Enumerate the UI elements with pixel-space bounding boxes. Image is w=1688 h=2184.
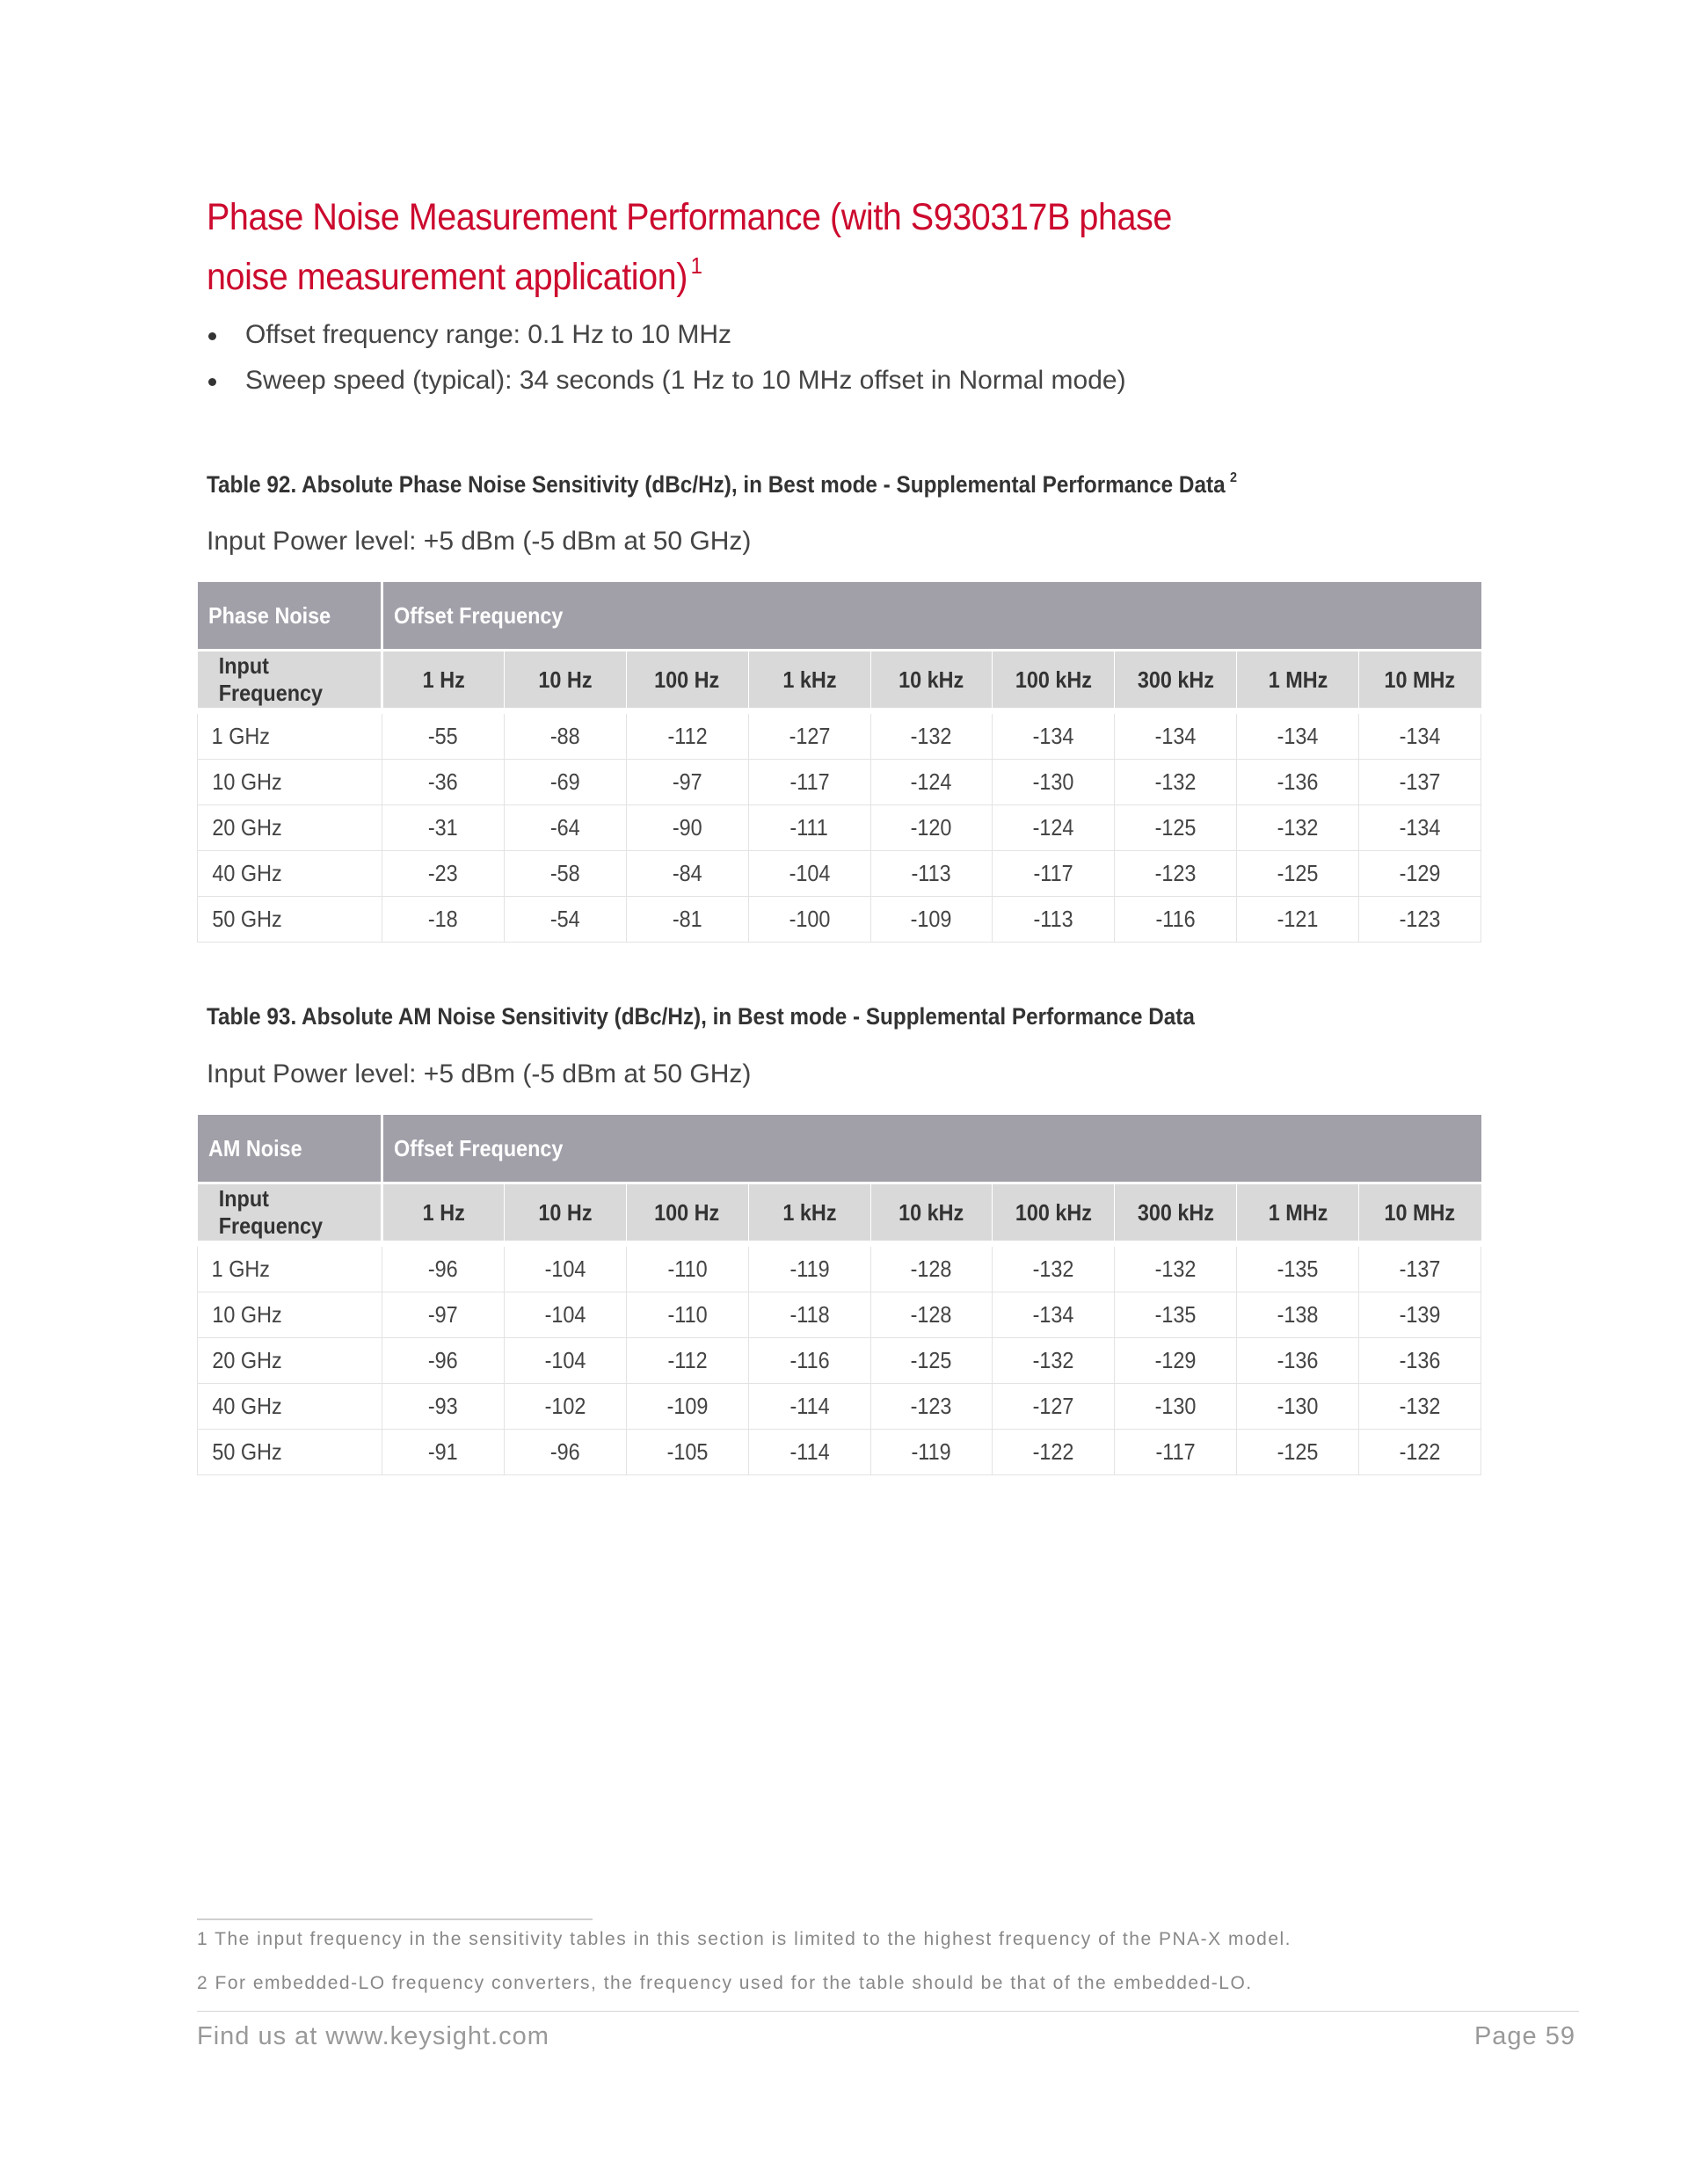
bullet-sweep-speed: Sweep speed (typical): 34 seconds (1 Hz to 10 MHz offset in Normal mode) <box>207 358 1126 404</box>
column-header <box>504 1183 626 1244</box>
page-title-text: Phase Noise Measurement Performance (with S930317B phase noise measurement application) <box>207 196 1172 298</box>
input-frequency-header-text: Input Frequency <box>218 1185 323 1239</box>
table-cell-value: -134 <box>1032 723 1074 749</box>
table-cell <box>382 1430 505 1475</box>
table-cell <box>1237 1384 1359 1430</box>
table-row <box>198 1338 1481 1384</box>
input-frequency-header <box>198 651 382 711</box>
table-cell-value: -138 <box>1277 1301 1319 1328</box>
table-cell <box>1237 711 1359 760</box>
table-cell-value: -81 <box>672 906 702 932</box>
row-input-frequency-text: 1 GHz <box>211 723 271 749</box>
table-cell-value: -125 <box>911 1347 952 1373</box>
column-header-text: 100 kHz <box>1015 1198 1092 1226</box>
table-cell-value: -132 <box>1032 1256 1074 1282</box>
table-cell-value: -125 <box>1277 860 1319 886</box>
table-cell-value: -64 <box>549 814 580 841</box>
table-cell <box>382 1338 505 1384</box>
offset-frequency-group-header <box>382 582 1481 651</box>
column-header <box>993 651 1115 711</box>
table-92-caption-text: Table 92. Absolute Phase Noise Sensitivity (dBc/Hz), in Best mode - Supplemental Performance Data <box>207 471 1226 498</box>
table-cell-value: -135 <box>1154 1301 1197 1328</box>
table-cell-value: -118 <box>789 1301 830 1328</box>
table-92-caption-footnote: 2 <box>1229 470 1238 485</box>
table-cell <box>1115 711 1237 760</box>
table-cell-value: -97 <box>428 1301 458 1328</box>
row-input-frequency <box>198 760 382 805</box>
column-header-text: 100 kHz <box>1015 666 1092 693</box>
column-header <box>382 651 505 711</box>
table-cell-value: -127 <box>789 723 830 749</box>
row-input-frequency <box>198 1292 382 1338</box>
table-group-header-row <box>198 582 1481 651</box>
table-cell-value: -134 <box>1032 1301 1074 1328</box>
corner-label-text: AM Noise <box>207 1134 302 1161</box>
table-cell-value: -116 <box>789 1347 830 1373</box>
column-header-text: 10 MHz <box>1384 666 1456 693</box>
table-row <box>198 1244 1481 1292</box>
table-cell <box>626 760 748 805</box>
row-input-frequency-text: 20 GHz <box>212 814 282 841</box>
table-column-header-row <box>198 1183 1481 1244</box>
table-cell <box>993 1384 1115 1430</box>
footnote-2: 2 For embedded-LO frequency converters, the frequency used for the table should be that of the embedded-LO. <box>197 1973 1253 1993</box>
table-group-header-row <box>198 1115 1481 1183</box>
table-cell-value: -132 <box>1154 1256 1197 1282</box>
table-cell <box>504 1430 626 1475</box>
table-cell <box>626 1338 748 1384</box>
table-cell <box>382 1292 505 1338</box>
table-cell <box>626 1244 748 1292</box>
table-cell <box>382 760 505 805</box>
column-header <box>1359 1183 1481 1244</box>
table-cell-value: -58 <box>549 860 580 886</box>
footnote-1: 1 The input frequency in the sensitivity tables in this section is limited to the highest frequency of the PNA-X model. <box>197 1929 1292 1949</box>
table-cell-value: -130 <box>1154 1393 1197 1419</box>
table-cell-value: -132 <box>1154 768 1197 795</box>
row-input-frequency <box>198 1430 382 1475</box>
table-cell <box>504 897 626 943</box>
offset-frequency-group-header <box>382 1115 1481 1183</box>
table-cell <box>870 711 993 760</box>
table-cell-value: -110 <box>667 1301 708 1328</box>
page-title <box>207 193 1258 302</box>
table-cell-value: -123 <box>911 1393 952 1419</box>
table-cell <box>382 1244 505 1292</box>
footnote-divider <box>197 1918 593 1920</box>
column-header-text: 1 MHz <box>1268 1198 1328 1226</box>
table-cell <box>870 760 993 805</box>
table-cell-value: -102 <box>544 1393 586 1419</box>
table-cell-value: -112 <box>667 723 708 749</box>
table-cell <box>993 851 1115 897</box>
table-cell-value: -113 <box>1033 906 1073 932</box>
table-cell-value: -128 <box>911 1256 952 1282</box>
row-input-frequency-text: 1 GHz <box>211 1256 271 1282</box>
table-cell <box>1237 805 1359 851</box>
table-cell <box>382 711 505 760</box>
table-cell <box>870 1430 993 1475</box>
table-cell <box>1115 1338 1237 1384</box>
spec-bullet-list <box>207 312 1126 404</box>
table-cell-value: -122 <box>1399 1438 1441 1465</box>
table-cell <box>382 897 505 943</box>
row-input-frequency-text: 20 GHz <box>212 1347 282 1373</box>
table-row <box>198 1292 1481 1338</box>
table-cell-value: -122 <box>1032 1438 1074 1465</box>
table-cell <box>993 1244 1115 1292</box>
table-cell <box>1359 1338 1481 1384</box>
table-cell <box>504 760 626 805</box>
table-cell <box>1115 1430 1237 1475</box>
table-cell-value: -132 <box>1277 814 1319 841</box>
table-cell-value: -129 <box>1154 1347 1197 1373</box>
group-label-text: Offset Frequency <box>394 1134 564 1161</box>
table-cell <box>1237 897 1359 943</box>
input-frequency-header <box>198 1183 382 1244</box>
table-cell-value: -96 <box>428 1256 458 1282</box>
table-column-header-row <box>198 651 1481 711</box>
table-cell-value: -117 <box>1033 860 1073 886</box>
table-cell-value: -132 <box>1032 1347 1074 1373</box>
table-cell-value: -114 <box>789 1438 830 1465</box>
table-cell <box>1115 897 1237 943</box>
table-cell-value: -23 <box>428 860 458 886</box>
table-cell-value: -136 <box>1277 1347 1319 1373</box>
table-cell-value: -123 <box>1399 906 1441 932</box>
table-cell <box>504 1292 626 1338</box>
table-cell <box>748 1430 870 1475</box>
column-header <box>748 1183 870 1244</box>
column-header-text: 10 MHz <box>1384 1198 1456 1226</box>
table-cell <box>1115 1384 1237 1430</box>
table-cell <box>748 1338 870 1384</box>
table-cell <box>993 1338 1115 1384</box>
table-cell-value: -135 <box>1277 1256 1319 1282</box>
table-corner-label <box>198 582 382 651</box>
table-cell <box>626 1292 748 1338</box>
table-cell-value: -104 <box>789 860 830 886</box>
table-cell-value: -139 <box>1399 1301 1441 1328</box>
column-header-text: 300 kHz <box>1137 1198 1214 1226</box>
table-row <box>198 897 1481 943</box>
column-header <box>382 1183 505 1244</box>
table-cell-value: -109 <box>666 1393 709 1419</box>
row-input-frequency <box>198 1244 382 1292</box>
table-cell <box>504 1244 626 1292</box>
table-cell-value: -132 <box>1399 1393 1441 1419</box>
row-input-frequency <box>198 851 382 897</box>
column-header <box>1359 651 1481 711</box>
table-cell <box>504 1338 626 1384</box>
column-header-text: 10 kHz <box>899 666 964 693</box>
table-cell-value: -134 <box>1399 723 1441 749</box>
column-header-text: 300 kHz <box>1137 666 1214 693</box>
table-cell <box>382 1384 505 1430</box>
table-cell <box>382 805 505 851</box>
column-header <box>993 1183 1115 1244</box>
column-header-text: 1 Hz <box>422 666 465 693</box>
bullet-offset-range: Offset frequency range: 0.1 Hz to 10 MHz <box>207 312 1126 358</box>
column-header-text: 100 Hz <box>654 1198 720 1226</box>
table-cell <box>1359 805 1481 851</box>
row-input-frequency <box>198 805 382 851</box>
table-cell-value: -136 <box>1277 768 1319 795</box>
table-cell-value: -104 <box>544 1347 586 1373</box>
table-cell <box>1115 805 1237 851</box>
table-cell-value: -112 <box>667 1347 708 1373</box>
table-cell-value: -110 <box>667 1256 708 1282</box>
table-cell-value: -137 <box>1399 768 1441 795</box>
row-input-frequency-text: 50 GHz <box>212 1438 282 1465</box>
table-cell-value: -123 <box>1154 860 1197 886</box>
table-cell-value: -69 <box>549 768 580 795</box>
table-cell-value: -117 <box>1155 1438 1196 1465</box>
table-cell-value: -119 <box>789 1256 830 1282</box>
table-cell-value: -117 <box>789 768 830 795</box>
table-cell <box>1237 1292 1359 1338</box>
table-cell-value: -84 <box>672 860 702 886</box>
table-cell-value: -121 <box>1277 906 1319 932</box>
table-cell <box>504 711 626 760</box>
table-cell-value: -97 <box>672 768 702 795</box>
table-cell-value: -18 <box>428 906 458 932</box>
table-cell <box>993 897 1115 943</box>
am-noise-table <box>197 1115 1481 1475</box>
table-cell <box>870 1384 993 1430</box>
table-cell-value: -31 <box>428 814 458 841</box>
table-cell <box>870 897 993 943</box>
table-cell-value: -111 <box>789 814 829 841</box>
table-cell <box>748 1384 870 1430</box>
column-header-text: 1 Hz <box>422 1198 465 1226</box>
table-93-caption <box>207 1002 1199 1030</box>
footer-website: Find us at www.keysight.com <box>197 2022 549 2050</box>
table-cell <box>1237 760 1359 805</box>
footer-divider <box>197 2011 1579 2012</box>
table-92-power-level: Input Power level: +5 dBm (-5 dBm at 50 GHz) <box>207 527 752 556</box>
table-cell <box>748 805 870 851</box>
corner-label-text: Phase Noise <box>207 601 331 629</box>
table-cell <box>748 760 870 805</box>
table-cell-value: -137 <box>1399 1256 1441 1282</box>
table-cell <box>993 711 1115 760</box>
table-cell <box>870 1338 993 1384</box>
table-cell <box>626 1430 748 1475</box>
table-93-power-level: Input Power level: +5 dBm (-5 dBm at 50 GHz) <box>207 1059 752 1088</box>
column-header-text: 1 kHz <box>782 1198 837 1226</box>
table-cell-value: -113 <box>911 860 951 886</box>
column-header-text: 10 Hz <box>538 1198 593 1226</box>
table-cell-value: -55 <box>428 723 458 749</box>
table-cell <box>1115 1244 1237 1292</box>
table-cell-value: -88 <box>549 723 580 749</box>
table-cell-value: -125 <box>1154 814 1197 841</box>
row-input-frequency-text: 10 GHz <box>212 1301 282 1328</box>
table-cell-value: -96 <box>549 1438 580 1465</box>
table-row <box>198 851 1481 897</box>
table-cell-value: -125 <box>1277 1438 1319 1465</box>
table-cell <box>748 897 870 943</box>
table-cell-value: -109 <box>911 906 952 932</box>
table-cell <box>504 805 626 851</box>
table-cell-value: -54 <box>549 906 580 932</box>
table-cell-value: -104 <box>544 1256 586 1282</box>
table-row <box>198 1430 1481 1475</box>
row-input-frequency <box>198 1338 382 1384</box>
table-cell <box>993 1292 1115 1338</box>
column-header <box>626 1183 748 1244</box>
column-header-text: 1 kHz <box>782 666 837 693</box>
column-header <box>1115 651 1237 711</box>
table-cell-value: -116 <box>1155 906 1196 932</box>
table-row <box>198 711 1481 760</box>
table-cell <box>504 1384 626 1430</box>
table-cell-value: -36 <box>428 768 458 795</box>
table-cell-value: -124 <box>911 768 952 795</box>
table-cell <box>1237 1244 1359 1292</box>
row-input-frequency-text: 10 GHz <box>212 768 282 795</box>
table-cell <box>1115 1292 1237 1338</box>
table-cell-value: -120 <box>911 814 952 841</box>
table-cell <box>748 711 870 760</box>
table-cell-value: -104 <box>544 1301 586 1328</box>
table-cell-value: -130 <box>1032 768 1074 795</box>
table-cell-value: -90 <box>672 814 702 841</box>
row-input-frequency <box>198 711 382 760</box>
table-cell <box>1115 851 1237 897</box>
table-cell-value: -93 <box>428 1393 458 1419</box>
table-cell <box>870 851 993 897</box>
column-header <box>748 651 870 711</box>
column-header-text: 10 Hz <box>538 666 593 693</box>
table-cell-value: -114 <box>789 1393 830 1419</box>
column-header <box>1115 1183 1237 1244</box>
column-header-text: 100 Hz <box>654 666 720 693</box>
column-header <box>870 651 993 711</box>
table-cell <box>1115 760 1237 805</box>
table-cell <box>1359 1292 1481 1338</box>
input-frequency-header-text: Input Frequency <box>218 652 323 706</box>
table-cell <box>1237 1430 1359 1475</box>
table-cell <box>626 711 748 760</box>
title-footnote-ref: 1 <box>690 252 702 279</box>
table-cell-value: -132 <box>911 723 952 749</box>
table-cell <box>1359 711 1481 760</box>
table-corner-label <box>198 1115 382 1183</box>
table-cell <box>626 897 748 943</box>
table-cell-value: -129 <box>1399 860 1441 886</box>
table-cell-value: -134 <box>1277 723 1319 749</box>
column-header <box>626 651 748 711</box>
column-header-text: 10 kHz <box>899 1198 964 1226</box>
table-cell <box>1359 1384 1481 1430</box>
table-cell <box>870 1292 993 1338</box>
column-header <box>870 1183 993 1244</box>
row-input-frequency-text: 40 GHz <box>212 860 282 886</box>
table-row <box>198 1384 1481 1430</box>
column-header <box>504 651 626 711</box>
table-cell <box>1237 851 1359 897</box>
table-cell <box>626 851 748 897</box>
table-cell-value: -100 <box>789 906 830 932</box>
row-input-frequency <box>198 897 382 943</box>
table-cell <box>1359 897 1481 943</box>
column-header <box>1237 1183 1359 1244</box>
table-cell-value: -91 <box>428 1438 458 1465</box>
table-cell <box>993 805 1115 851</box>
table-92-caption <box>207 470 1237 499</box>
table-cell-value: -128 <box>911 1301 952 1328</box>
table-cell-value: -127 <box>1032 1393 1074 1419</box>
table-row <box>198 805 1481 851</box>
phase-noise-table <box>197 582 1481 943</box>
table-cell <box>748 1244 870 1292</box>
column-header <box>1237 651 1359 711</box>
table-cell <box>504 851 626 897</box>
group-label-text: Offset Frequency <box>394 601 564 629</box>
table-cell <box>1359 760 1481 805</box>
table-cell-value: -130 <box>1277 1393 1319 1419</box>
table-cell-value: -136 <box>1399 1347 1441 1373</box>
table-93-caption-text: Table 93. Absolute AM Noise Sensitivity (dBc/Hz), in Best mode - Supplemental Performance Data <box>207 1003 1195 1030</box>
table-cell <box>993 1430 1115 1475</box>
table-cell <box>748 851 870 897</box>
table-cell <box>1359 851 1481 897</box>
table-cell <box>382 851 505 897</box>
table-cell <box>1359 1430 1481 1475</box>
table-cell <box>870 805 993 851</box>
table-cell <box>1237 1338 1359 1384</box>
column-header-text: 1 MHz <box>1268 666 1328 693</box>
row-input-frequency-text: 50 GHz <box>212 906 282 932</box>
footer-page-number: Page 59 <box>1473 2022 1575 2050</box>
table-cell <box>993 760 1115 805</box>
table-cell <box>626 805 748 851</box>
table-cell <box>1359 1244 1481 1292</box>
row-input-frequency <box>198 1384 382 1430</box>
table-cell <box>870 1244 993 1292</box>
table-row <box>198 760 1481 805</box>
table-cell <box>626 1384 748 1430</box>
table-cell-value: -119 <box>911 1438 951 1465</box>
table-cell <box>748 1292 870 1338</box>
table-cell-value: -134 <box>1154 723 1197 749</box>
table-cell-value: -124 <box>1032 814 1074 841</box>
row-input-frequency-text: 40 GHz <box>212 1393 282 1419</box>
table-cell-value: -105 <box>666 1438 709 1465</box>
table-cell-value: -96 <box>428 1347 458 1373</box>
table-cell-value: -134 <box>1399 814 1441 841</box>
